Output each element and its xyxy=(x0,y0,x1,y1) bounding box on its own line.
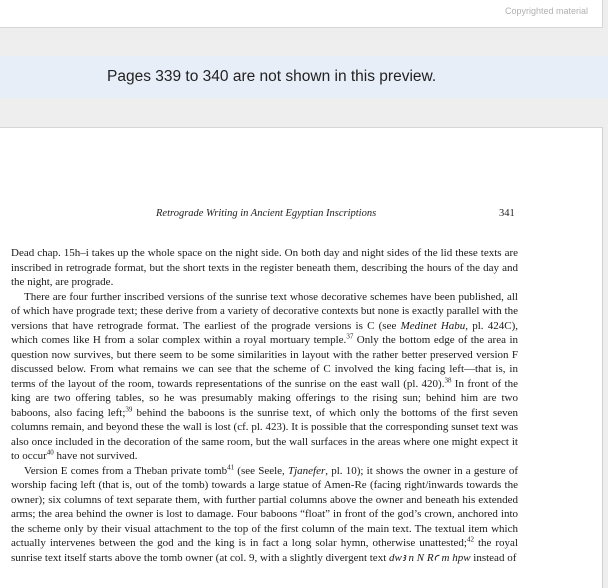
footnote-ref-37: 37 xyxy=(346,332,354,341)
paragraph-1: Dead chap. 15h–i takes up the whole space on the night side. On both day and night sides of the lid these texts are inscribed in retrograde format, but the short texts in the register beneath them, describing the hours of the day and the night, are prograde. xyxy=(11,247,518,288)
footnote-ref-42: 42 xyxy=(466,535,474,544)
book-page xyxy=(0,127,603,588)
body-text xyxy=(11,246,518,565)
footnote-ref-40: 40 xyxy=(46,448,54,457)
running-head: Retrograde Writing in Ancient Egyptian Inscriptions xyxy=(156,208,377,219)
banner-text: Pages 339 to 340 are not shown in this preview. xyxy=(107,68,437,85)
footnote-ref-41: 41 xyxy=(227,462,235,471)
preview-omission-banner xyxy=(0,56,608,98)
footnote-ref-39: 39 xyxy=(125,404,133,413)
paragraph-2: There are four further inscribed versions of the sunrise text whose decorative schemes have been published, all of which have prograde text; these derive from a variety of decorative contexts but none is exactly parallel with the versions that have retrograde format. The earliest of the prograde versions is C (see Medinet Habu, pl. 424C), which comes like H from a solar complex within a royal mortuary temple.$^{37}$ Only the bottom edge of the area in question now survives, but there seem to be some similarities in layout with the rather better preserved version F discussed below. From what remains we can see that the scheme of C involved the king facing left—that is, in terms of the layout of the room, towards representations of the sunrise on the east wall (pl. 420).$^{38}$ In front of the king are two offering tables, so he was presumably making offerings to the rising sun; behind him are two baboons, also facing left;$^{39}$ behind the baboons is the sunrise text, of which only the bottoms of the first seven columns remain, and beyond these the wall is lost (cf. pl. 423). It is possible that the corresponding sunset text was also once included in the decoration of the same room, but the wall surfaces in the areas where one might expect it to occur$^{40}$ have not survived. xyxy=(11,290,518,462)
footnote-ref-38: 38 xyxy=(444,375,452,384)
previous-page-fragment xyxy=(0,0,603,28)
page-number: 341 xyxy=(499,208,515,219)
copyright-notice: Copyrighted material xyxy=(504,6,588,16)
paragraph-3: Version E comes from a Theban private tomb$^{41}$ (see Seele, Tjanefer, pl. 10); it shows the owner in a gesture of worship facing left (that is, out of the tomb) towards a large statue of Amen-Re (facing right/inwards towards the owner); six columns of text separate them, with further partial columns above the owner and beneath his extended arms; the area behind the owner is lost to damage. Four baboons “float” in front of the god’s crown, anchored into the scheme only by their visual attachment to the top of the first column of the main text. The textual item which actually intervenes between the god and the king is in fact a long solar hymn, otherwise unattested;$^{42}$ the royal sunrise text itself starts above the tomb owner (at col. 9, with a slightly divergent text dwꜣ n N Rꜥ m hpw instead of xyxy=(11,462,519,564)
